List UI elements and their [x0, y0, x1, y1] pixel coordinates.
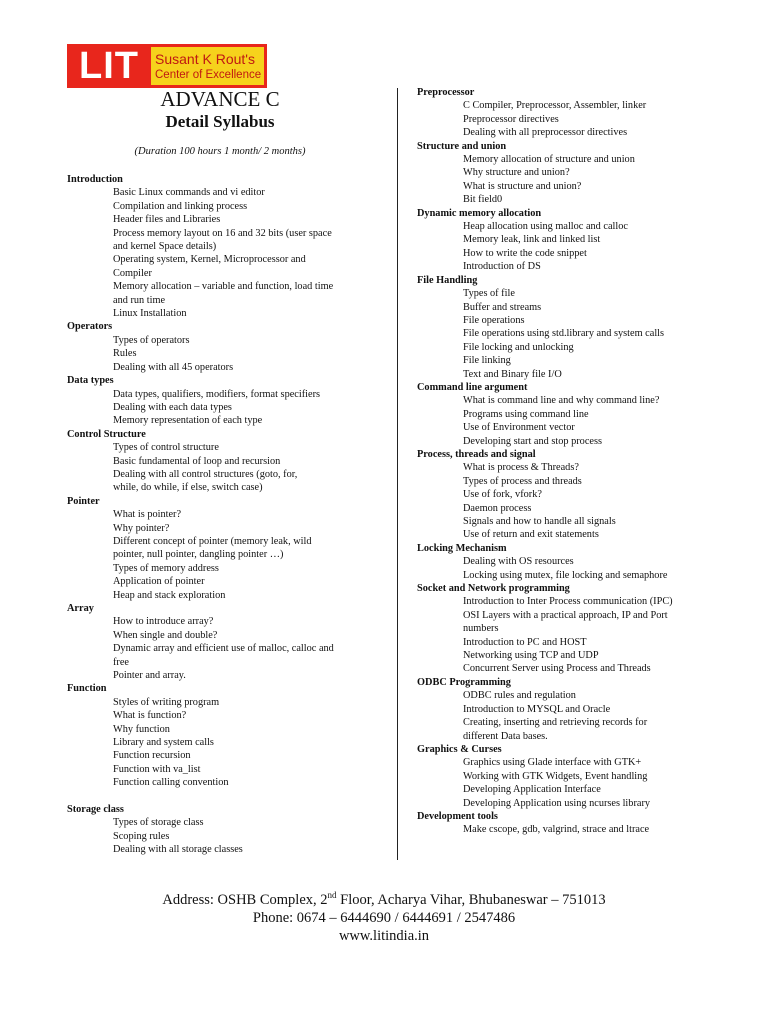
syllabus-item: Heap and stack exploration — [113, 589, 226, 601]
section-title: Locking Mechanism — [417, 542, 507, 554]
syllabus-item: Why pointer? — [113, 522, 170, 534]
syllabus-item: Compilation and linking process — [113, 200, 248, 212]
address-part-2: Floor, Acharya Vihar, Bhubaneswar – 751013 — [336, 891, 606, 908]
syllabus-section — [67, 495, 367, 602]
syllabus-item: How to introduce array? — [113, 616, 214, 628]
syllabus-item: Dealing with all control structures (goto, for, — [113, 468, 298, 480]
syllabus-item: What is process & Threads? — [463, 462, 579, 474]
syllabus-item: Introduction of DS — [463, 261, 541, 273]
footer-phone: Phone: 0674 – 6444690 / 6444691 / 2547486 — [252, 909, 516, 926]
syllabus-item: Working with GTK Widgets, Event handling — [463, 770, 648, 782]
address-part-1: Address: OSHB Complex, 2 — [162, 891, 328, 908]
syllabus-section — [417, 207, 717, 274]
syllabus-item: Memory allocation – variable and function, load time — [113, 281, 334, 293]
syllabus-item: Different concept of pointer (memory leak, wild — [113, 535, 312, 547]
syllabus-item: and run time — [113, 294, 166, 306]
syllabus-item: Types of operators — [113, 334, 190, 346]
address-ordinal: nd — [327, 890, 337, 900]
syllabus-item: Linux Installation — [113, 308, 187, 320]
syllabus-item: Dealing with all storage classes — [113, 844, 243, 856]
section-title: Dynamic memory allocation — [417, 207, 542, 219]
syllabus-section — [67, 173, 367, 320]
syllabus-item: Memory leak, link and linked list — [463, 234, 601, 246]
syllabus-item: Basic fundamental of loop and recursion — [113, 455, 281, 467]
section-title: Storage class — [67, 804, 124, 816]
syllabus-item: Library and system calls — [113, 737, 214, 749]
syllabus-item: Data types, qualifiers, modifiers, format specifiers — [113, 388, 321, 400]
logo-line-1: Susant K Rout's — [155, 50, 255, 67]
document-subtitle: Detail Syllabus — [165, 112, 275, 131]
syllabus-item: Memory allocation of structure and union — [463, 154, 635, 166]
syllabus-item: Compiler — [113, 267, 152, 279]
syllabus-item: Use of Environment vector — [463, 422, 575, 434]
syllabus-section — [417, 542, 717, 582]
syllabus-section — [417, 86, 717, 140]
syllabus-item: Use of return and exit statements — [463, 529, 599, 541]
syllabus-item: Types of control structure — [113, 442, 219, 454]
syllabus-section — [67, 374, 367, 428]
syllabus-item: How to write the code snippet — [463, 247, 587, 259]
syllabus-item: Text and Binary file I/O — [463, 368, 562, 380]
syllabus-item: free — [113, 656, 129, 668]
syllabus-item: File operations — [463, 314, 525, 326]
section-title: Data types — [67, 375, 114, 387]
section-title: Control Structure — [67, 428, 146, 440]
syllabus-item: Process memory layout on 16 and 32 bits (user space — [113, 227, 332, 239]
syllabus-item: Developing Application Interface — [463, 784, 601, 796]
syllabus-item: File operations using std.library and system calls — [463, 328, 665, 340]
syllabus-item: Signals and how to handle all signals — [463, 516, 616, 527]
syllabus-section — [67, 428, 367, 495]
syllabus-item: Make cscope, gdb, valgrind, strace and ltrace — [463, 824, 650, 836]
syllabus-item: Developing start and stop process — [463, 435, 602, 447]
section-title: Socket and Network programming — [417, 583, 570, 595]
syllabus-item: What is pointer? — [113, 509, 182, 521]
section-title: Graphics & Curses — [417, 743, 502, 755]
syllabus-item: Dealing with all 45 operators — [113, 361, 234, 373]
syllabus-item: Programs using command line — [463, 408, 589, 420]
syllabus-section — [417, 448, 717, 542]
logo-line-2: Center of Excellence — [155, 68, 262, 81]
section-title: Preprocessor — [417, 87, 475, 98]
footer-website: www.litindia.in — [338, 927, 430, 944]
column-divider — [397, 88, 398, 860]
syllabus-item: pointer, null pointer, dangling pointer …) — [113, 549, 284, 561]
syllabus-item: Header files and Libraries — [113, 214, 221, 226]
syllabus-item: Locking using mutex, file locking and semaphore — [463, 569, 668, 581]
syllabus-section — [417, 274, 717, 381]
syllabus-right-column — [417, 86, 717, 837]
syllabus-item: C Compiler, Preprocessor, Assembler, linker — [463, 100, 647, 112]
syllabus-item: Use of fork, vfork? — [463, 489, 542, 501]
section-title: File Handling — [417, 274, 478, 286]
syllabus-item: Preprocessor directives — [463, 113, 559, 125]
syllabus-item: Types of process and threads — [463, 475, 582, 487]
syllabus-item: Function calling convention — [113, 777, 229, 789]
footer — [0, 886, 768, 945]
section-title: Pointer — [67, 495, 100, 507]
syllabus-item: Operating system, Kernel, Microprocessor and — [113, 254, 306, 266]
syllabus-item: numbers — [463, 623, 499, 635]
syllabus-item: Rules — [113, 348, 137, 360]
document-title: ADVANCE C — [160, 87, 280, 111]
syllabus-item: Dealing with all preprocessor directives — [463, 127, 628, 139]
syllabus-item: Introduction to MYSQL and Oracle — [463, 703, 611, 715]
syllabus-item: and kernel Space details) — [113, 241, 217, 253]
syllabus-item: Application of pointer — [113, 576, 205, 588]
syllabus-left-column — [67, 173, 367, 857]
syllabus-item: When single and double? — [113, 629, 218, 641]
syllabus-item: Function with va_list — [113, 763, 201, 775]
syllabus-section — [417, 676, 717, 743]
syllabus-item: Memory representation of each type — [113, 415, 263, 427]
syllabus-item: ODBC rules and regulation — [463, 690, 576, 702]
syllabus-section — [67, 803, 367, 857]
syllabus-item: Styles of writing program — [113, 696, 220, 708]
syllabus-item: Pointer and array. — [113, 670, 186, 682]
syllabus-item: while, do while, if else, switch case) — [113, 482, 263, 494]
syllabus-item: different Data bases. — [463, 730, 548, 742]
syllabus-item: Concurrent Server using Process and Threads — [463, 663, 651, 675]
section-title: Introduction — [67, 174, 123, 185]
syllabus-section — [67, 602, 367, 682]
syllabus-item: Types of memory address — [113, 562, 219, 574]
syllabus-item: Daemon process — [463, 502, 532, 514]
syllabus-item: Function recursion — [113, 750, 191, 762]
lit-logo — [67, 44, 267, 88]
course-duration: (Duration 100 hours 1 month/ 2 months) — [134, 146, 306, 157]
syllabus-item: Heap allocation using malloc and calloc — [463, 221, 628, 233]
logo-text-box — [151, 47, 264, 85]
syllabus-item: Buffer and streams — [463, 301, 542, 313]
section-title: Command line argument — [417, 381, 528, 393]
section-title: Array — [67, 603, 94, 614]
syllabus-item: Basic Linux commands and vi editor — [113, 187, 265, 199]
syllabus-section — [417, 381, 717, 448]
syllabus-item: What is function? — [113, 710, 187, 722]
logo-mark: LIT — [79, 45, 139, 87]
syllabus-item: Graphics using Glade interface with GTK+ — [463, 757, 642, 769]
syllabus-item: File locking and unlocking — [463, 341, 574, 353]
syllabus-section — [417, 140, 717, 207]
syllabus-item: Types of file — [463, 288, 515, 300]
syllabus-section — [67, 682, 367, 789]
section-title: Development tools — [417, 810, 498, 822]
syllabus-section — [417, 743, 717, 810]
syllabus-item: Introduction to PC and HOST — [463, 636, 587, 648]
syllabus-item: Introduction to Inter Process communication (IPC) — [463, 596, 673, 608]
syllabus-section — [417, 582, 717, 676]
syllabus-item: What is command line and why command line? — [463, 395, 660, 407]
section-title: ODBC Programming — [417, 676, 511, 688]
syllabus-section — [67, 320, 367, 374]
footer-address — [0, 886, 768, 909]
syllabus-item: Types of storage class — [113, 817, 204, 829]
syllabus-item: File linking — [463, 355, 511, 367]
syllabus-item: Scoping rules — [113, 830, 170, 842]
syllabus-item: What is structure and union? — [463, 180, 582, 192]
syllabus-item: Dynamic array and efficient use of malloc, calloc and — [113, 643, 334, 655]
syllabus-item: Why structure and union? — [463, 167, 570, 179]
section-title: Operators — [67, 321, 113, 333]
syllabus-item: OSI Layers with a practical approach, IP and Port — [463, 609, 668, 621]
syllabus-item: Why function — [113, 723, 170, 735]
syllabus-section — [417, 810, 717, 837]
syllabus-item: Dealing with OS resources — [463, 556, 574, 568]
syllabus-item: Bit field0 — [463, 194, 503, 206]
syllabus-item: Developing Application using ncurses library — [463, 797, 651, 809]
section-title: Process, threads and signal — [417, 448, 536, 460]
section-title: Function — [67, 683, 107, 695]
syllabus-item: Dealing with each data types — [113, 401, 232, 413]
syllabus-item: Networking using TCP and UDP — [463, 650, 599, 662]
syllabus-item: Creating, inserting and retrieving records for — [463, 717, 648, 729]
section-title: Structure and union — [417, 140, 507, 152]
